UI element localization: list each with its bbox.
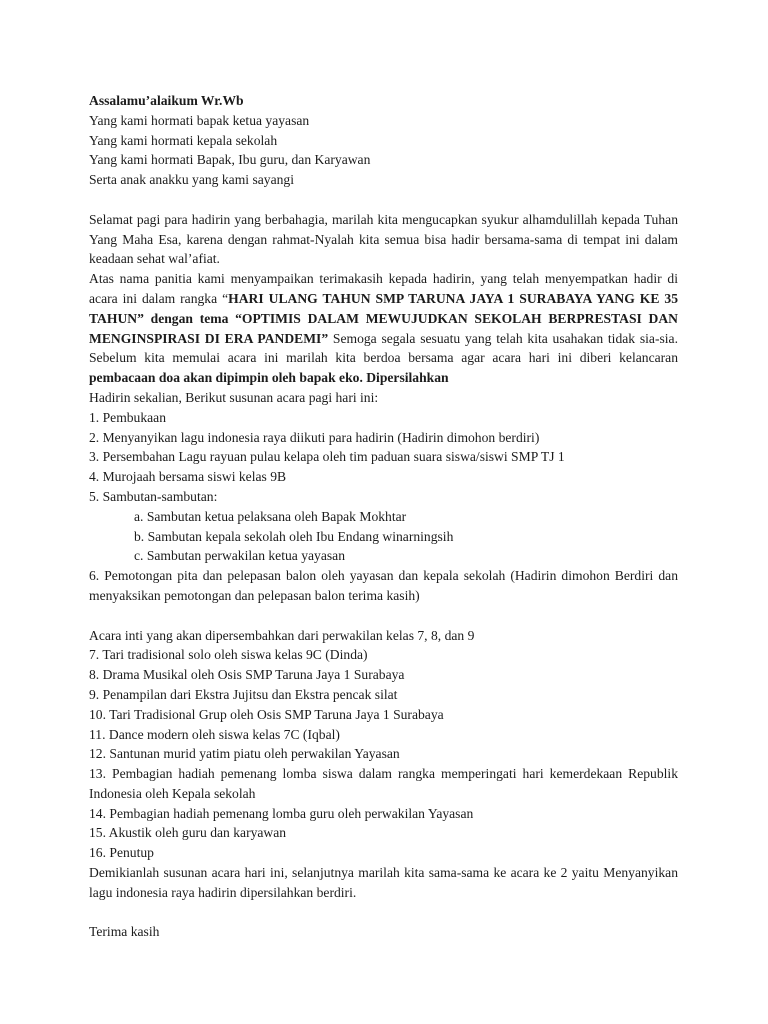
agenda-sub-item: b. Sambutan kepala sekolah oleh Ibu Endang winarningsih xyxy=(134,528,454,544)
agenda-item: 5. Sambutan-sambutan: xyxy=(89,488,218,504)
agenda-item: 16. Penutup xyxy=(89,845,154,861)
agenda-item: 9. Penampilan dari Ekstra Jujitsu dan Ekstra pencak silat xyxy=(89,686,398,702)
main-event-intro: Acara inti yang akan dipersembahkan dari perwakilan kelas 7, 8, dan 9 xyxy=(89,627,475,643)
spacer xyxy=(89,903,678,923)
agenda-item: 2. Menyanyikan lagu indonesia raya diikuti para hadirin (Hadirin dimohon berdiri) xyxy=(89,429,540,445)
agenda-lead: Hadirin sekalian, Berikut susunan acara pagi hari ini: xyxy=(89,389,379,405)
greeting-line: Serta anak anakku yang kami sayangi xyxy=(89,172,294,188)
agenda-item: 12. Santunan murid yatim piatu oleh perwakilan Yayasan xyxy=(89,746,400,762)
agenda-item: 8. Drama Musikal oleh Osis SMP Taruna Jaya 1 Surabaya xyxy=(89,667,405,683)
intro-text: Atas nama panitia kami menyampaikan terimakasih kepada hadirin, yang telah menyempatkan hadir di acara ini dalam rangka “ xyxy=(89,271,678,306)
agenda-item: 7. Tari tradisional solo oleh siswa kelas 9C (Dinda) xyxy=(89,647,368,663)
spacer xyxy=(89,606,678,626)
agenda-item: 13. Pembagian hadiah pemenang lomba siswa dalam rangka memperingati hari kemerdekaan Republik Indonesia oleh Kepala sekolah xyxy=(89,766,678,801)
closing-paragraph: Demikianlah susunan acara hari ini, selanjutnya marilah kita sama-sama ke acara ke 2 yaitu Menyanyikan lagu indonesia raya hadirin dipersilahkan berdiri. xyxy=(89,865,678,900)
agenda-item: 6. Pemotongan pita dan pelepasan balon oleh yayasan dan kepala sekolah (Hadirin dimohon Berdiri dan menyaksikan pemotongan dan pelepasan balon terima kasih) xyxy=(89,568,678,603)
agenda-item: 14. Pembagian hadiah pemenang lomba guru oleh perwakilan Yayasan xyxy=(89,805,474,821)
agenda-item: 10. Tari Tradisional Grup oleh Osis SMP Taruna Jaya 1 Surabaya xyxy=(89,706,444,722)
agenda-item: 15. Akustik oleh guru dan karyawan xyxy=(89,825,287,841)
agenda-item: 1. Pembukaan xyxy=(89,409,167,425)
intro-paragraph-1: Selamat pagi para hadirin yang berbahagia, marilah kita mengucapkan syukur alhamdulillah kepada Tuhan Yang Maha Esa, karena dengan rahmat-Nyalah kita semua bisa hadir bersama-sama di tempat ini dalam keadaan sehat wal’afiat. xyxy=(89,211,678,267)
greeting-line: Yang kami hormati Bapak, Ibu guru, dan Karyawan xyxy=(89,152,371,168)
greeting-opening: Assalamu’alaikum Wr.Wb xyxy=(89,93,244,108)
agenda-item: 4. Murojaah bersama siswi kelas 9B xyxy=(89,469,287,485)
agenda-sub-item: a. Sambutan ketua pelaksana oleh Bapak Mokhtar xyxy=(134,508,407,524)
document-page xyxy=(89,91,678,942)
intro-paragraph-2 xyxy=(89,269,678,388)
agenda-sub-item: c. Sambutan perwakilan ketua yayasan xyxy=(134,548,346,564)
spacer xyxy=(89,190,678,210)
agenda-item: 11. Dance modern oleh siswa kelas 7C (Iqbal) xyxy=(89,726,340,742)
event-theme: HARI ULANG TAHUN SMP TARUNA JAYA 1 SURABAYA YANG KE 35 TAHUN” dengan tema “OPTIMIS DALAM MEWUJUDKAN SEKOLAH BERPRESTASI DAN MENGINSPIRASI DI ERA PANDEMI” xyxy=(89,290,679,346)
prayer-note: pembacaan doa akan dipimpin oleh bapak eko. Dipersilahkan xyxy=(89,370,449,386)
greeting-line: Yang kami hormati kepala sekolah xyxy=(89,132,278,148)
intro-text: Semoga segala sesuatu yang telah kita usahakan tidak sia-sia. Sebelum kita memulai acara ini marilah kita berdoa bersama agar acara hari ini diberi kelancaran xyxy=(89,330,678,366)
agenda-item: 3. Persembahan Lagu rayuan pulau kelapa oleh tim paduan suara siswa/siswi SMP TJ 1 xyxy=(89,449,565,465)
greeting-line: Yang kami hormati bapak ketua yayasan xyxy=(89,112,310,128)
closing-thanks: Terima kasih xyxy=(89,924,160,940)
